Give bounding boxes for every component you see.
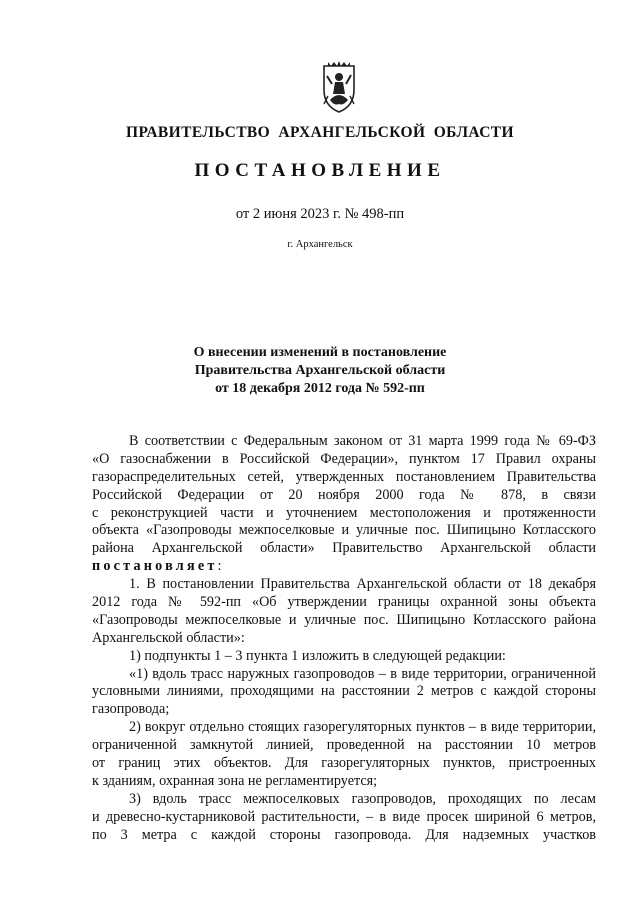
body-line: Российской Федерации от 20 ноября 2000 года № 878, в связи [92,486,596,503]
body-line: 1) подпункты 1 – 3 пункта 1 изложить в следующей редакции: [129,647,506,664]
body-line: от границ этих объектов. Для газорегуляторных пунктов, пристроенных [92,755,596,772]
subject-line: от 18 декабря 2012 года № 592-пп [215,381,425,396]
body-line: 2) вокруг отдельно стоящих газорегуляторных пунктов – в виде территории, [129,719,596,736]
government-title: ПРАВИТЕЛЬСТВО АРХАНГЕЛЬСКОЙ ОБЛАСТИ [125,124,514,141]
document-subject [0,344,640,398]
body-line: к зданиям, охранная зона не регламентируется; [92,772,378,789]
body-line: «О газоснабжении в Российской Федерации», пунктом 17 Правил охраны [92,450,596,467]
body-line: «1) вдоль трасс наружных газопроводов – в виде территории, ограниченной [129,665,596,682]
body-line: 1. В постановлении Правительства Архангельской области от 18 декабря [129,576,596,593]
resolves-colon: : [217,558,222,575]
body-line: Архангельской области»: [92,629,245,646]
subject-line: Правительства Архангельской области [194,363,446,378]
body-line: района Архангельской области» Правительство Архангельской области [92,540,596,557]
body-line: газораспределительных сетей, утвержденных постановлением Правительства [92,468,596,485]
body-line: «Газопроводы межпоселковые и уличные пос. Шипицыно Котласского района [92,611,596,628]
body-line: газопровода; [92,701,170,718]
subject-line: О внесении изменений в постановление [193,345,447,360]
resolves-word: постановляет [92,558,218,575]
body-line: условными линиями, проходящими на расстоянии 2 метров с каждой стороны [92,683,596,700]
body-line: и древесно-кустарниковой растительности, – в виде просек шириной 6 метров, [92,808,596,825]
body-line: 3) вдоль трасс межпоселковых газопроводов, проходящих по лесам [129,790,596,807]
document-city: г. Архангельск [287,239,353,250]
body-line: 2012 года № 592-пп «Об утверждении границы охранной зоны объекта [92,594,596,611]
coat-of-arms-emblem [318,60,360,114]
document-body [92,433,596,844]
document-kind: ПОСТАНОВЛЕНИЕ [194,160,446,181]
body-line: с реконструкцией части и уточнением местоположения и протяженности [92,504,596,521]
body-line: В соответствии с Федеральным законом от 31 марта 1999 года № 69-ФЗ [129,433,596,449]
body-line: по 3 метра с каждой стороны газопровода. Для надземных участков [92,826,596,843]
body-line: объекта «Газопроводы межпоселковые и уличные пос. Шипицыно Котласского [92,522,596,539]
resolves-line [92,558,596,576]
document-date-number: от 2 июня 2023 г. № 498-пп [235,206,405,222]
body-line: ограниченной замкнутой линией, проведенной на расстоянии 10 метров [92,737,596,754]
